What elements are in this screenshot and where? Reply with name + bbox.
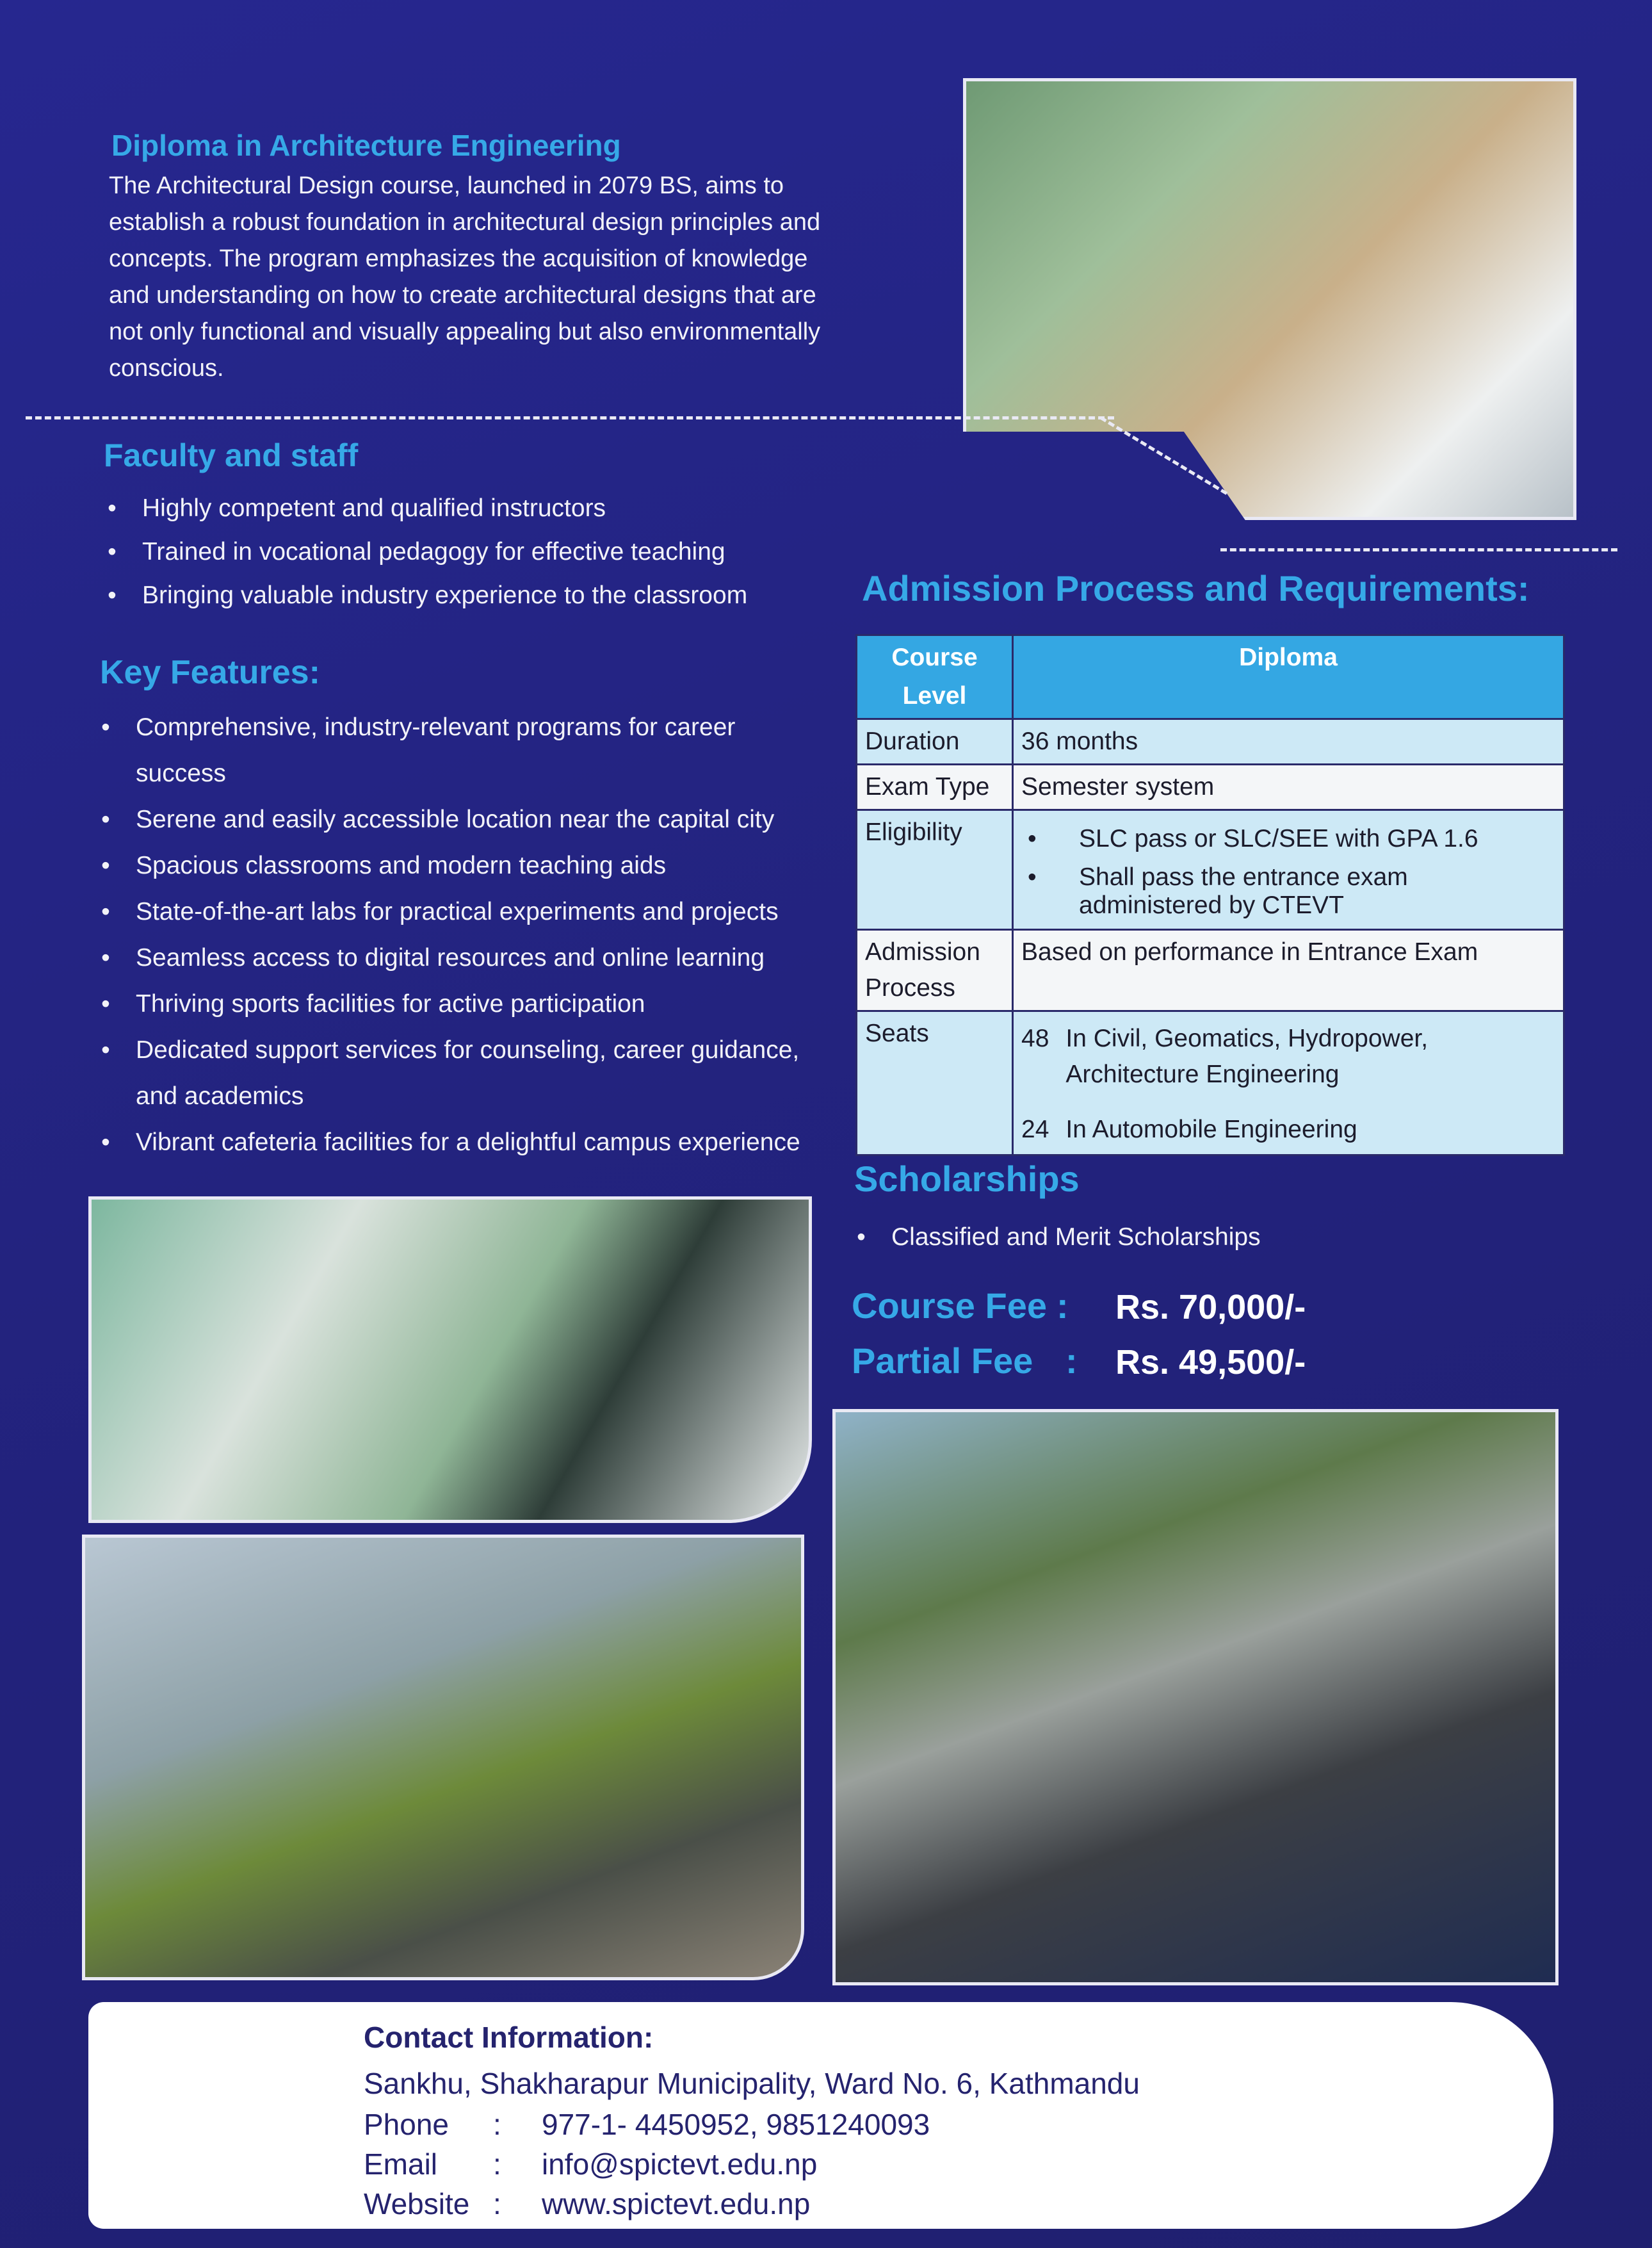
list-item: • Serene and easily accessible location near the capital city (96, 797, 820, 843)
intro-line: conscious. (109, 355, 224, 382)
row-label: Seats (857, 1011, 1013, 1155)
features-title: Key Features: (100, 654, 320, 691)
seats-row (1021, 1021, 1555, 1093)
admission-title: Admission Process and Requirements: (862, 568, 1530, 608)
intro-line: The Architectural Design course, launched in 2079 BS, aims to (109, 172, 784, 199)
list-item: • Vibrant cafeteria facilities for a delightful campus experience (96, 1120, 820, 1166)
row-label: Exam Type (857, 765, 1013, 810)
partial-fee-label: Partial Fee (852, 1340, 1033, 1381)
admission-table (855, 634, 1565, 1156)
list-item: • Highly competent and qualified instructors (102, 487, 871, 530)
features-list (96, 705, 820, 1166)
seat-programs: In Civil, Geomatics, Hydropower, Architecture Engineering (1065, 1025, 1429, 1088)
list-item: • Thriving sports facilities for active participation (96, 981, 820, 1027)
phone-label: Phone (364, 2108, 449, 2141)
intro-line: not only functional and visually appealing but also environmentally (109, 318, 821, 345)
table-row (857, 810, 1564, 930)
course-fee-value: Rs. 70,000/- (1115, 1288, 1306, 1326)
scholarships-list (852, 1217, 1556, 1258)
bullet-icon: • (108, 582, 117, 609)
intro-title: Diploma in Architecture Engineering (111, 129, 621, 162)
bullet-icon: • (101, 852, 110, 879)
bullet-icon: • (101, 806, 110, 833)
partial-fee-value: Rs. 49,500/- (1115, 1343, 1306, 1381)
list-item: • Comprehensive, industry-relevant programs for career success (96, 705, 820, 797)
list-item: • SLC pass or SLC/SEE with GPA 1.6 (1028, 825, 1478, 852)
intro-line: establish a robust foundation in architectural design principles and (109, 209, 821, 236)
course-fee-label: Course Fee (852, 1285, 1047, 1326)
bullet-icon: • (101, 1036, 110, 1064)
partial-fee-colon: : (1065, 1340, 1078, 1381)
bullet-icon: • (101, 1128, 110, 1156)
automobile-workshop-photo (832, 1409, 1559, 1985)
bullet-icon: • (101, 944, 110, 972)
bullet-icon: • (101, 898, 110, 925)
intro-line: concepts. The program emphasizes the acquisition of knowledge (109, 245, 808, 272)
surveying-photo (82, 1535, 804, 1980)
table-row (857, 719, 1564, 765)
row-value: 36 months (1013, 719, 1564, 765)
phone-value[interactable]: 977-1- 4450952, 9851240093 (542, 2108, 930, 2141)
table-row (857, 765, 1564, 810)
list-item: • Classified and Merit Scholarships (852, 1217, 1556, 1258)
list-item: • Spacious classrooms and modern teaching aids (96, 843, 820, 889)
list-item: • Seamless access to digital resources and online learning (96, 935, 820, 981)
divider-right (1220, 548, 1617, 551)
library-photo (88, 1196, 812, 1523)
email-link[interactable]: info@spictevt.edu.np (542, 2147, 818, 2181)
list-item: • Bringing valuable industry experience to the classroom (102, 574, 871, 617)
intro-paragraph (109, 168, 916, 387)
table-row (857, 930, 1564, 1011)
bullet-icon: • (108, 538, 117, 566)
table-header-diploma: Diploma (1013, 635, 1564, 719)
bullet-icon: • (101, 990, 110, 1018)
list-item: • Shall pass the entrance exam administered by CTEVT (1028, 863, 1408, 919)
seats-row (1021, 1112, 1555, 1148)
email-colon: : (493, 2147, 501, 2181)
website-label: Website (364, 2187, 470, 2220)
row-label: Duration (857, 719, 1013, 765)
list-item: • State-of-the-art labs for practical experiments and projects (96, 889, 820, 935)
contact-box (88, 2002, 1553, 2229)
bullet-icon: • (1028, 863, 1037, 891)
bullet-icon: • (101, 713, 110, 741)
faculty-list (102, 487, 871, 617)
table-row (857, 1011, 1564, 1155)
row-label: Eligibility (857, 810, 1013, 930)
bullet-icon: • (108, 494, 117, 522)
website-link[interactable]: www.spictevt.edu.np (542, 2187, 811, 2220)
list-item: • Trained in vocational pedagogy for effective teaching (102, 530, 871, 574)
list-item: • Dedicated support services for counseling, career guidance, and academics (96, 1027, 820, 1120)
row-value (1013, 810, 1564, 930)
contact-address: Sankhu, Shakharapur Municipality, Ward No. 6, Kathmandu (364, 2067, 1140, 2100)
bullet-icon: • (857, 1223, 866, 1251)
eligibility-list (1021, 825, 1555, 920)
seat-programs: In Automobile Engineering (1065, 1116, 1357, 1143)
row-value: Semester system (1013, 765, 1564, 810)
classroom-photo (963, 78, 1576, 520)
faculty-title: Faculty and staff (104, 437, 359, 473)
seat-count: 24 (1021, 1116, 1049, 1143)
table-header-row (857, 635, 1564, 719)
row-value (1013, 1011, 1564, 1155)
table-header-course-level: Course Level (857, 635, 1013, 719)
contact-title: Contact Information: (364, 2021, 654, 2054)
website-colon: : (493, 2187, 501, 2220)
course-fee-colon: : (1057, 1285, 1069, 1326)
row-value: Based on performance in Entrance Exam (1013, 930, 1564, 1011)
scholarships-title: Scholarships (854, 1159, 1080, 1199)
seat-count: 48 (1021, 1025, 1049, 1052)
email-label: Email (364, 2147, 438, 2181)
bullet-icon: • (1028, 825, 1037, 852)
intro-line: and understanding on how to create architectural designs that are (109, 282, 816, 309)
divider-top (26, 416, 1114, 419)
phone-colon: : (493, 2108, 501, 2141)
row-label: Admission Process (857, 930, 1013, 1011)
